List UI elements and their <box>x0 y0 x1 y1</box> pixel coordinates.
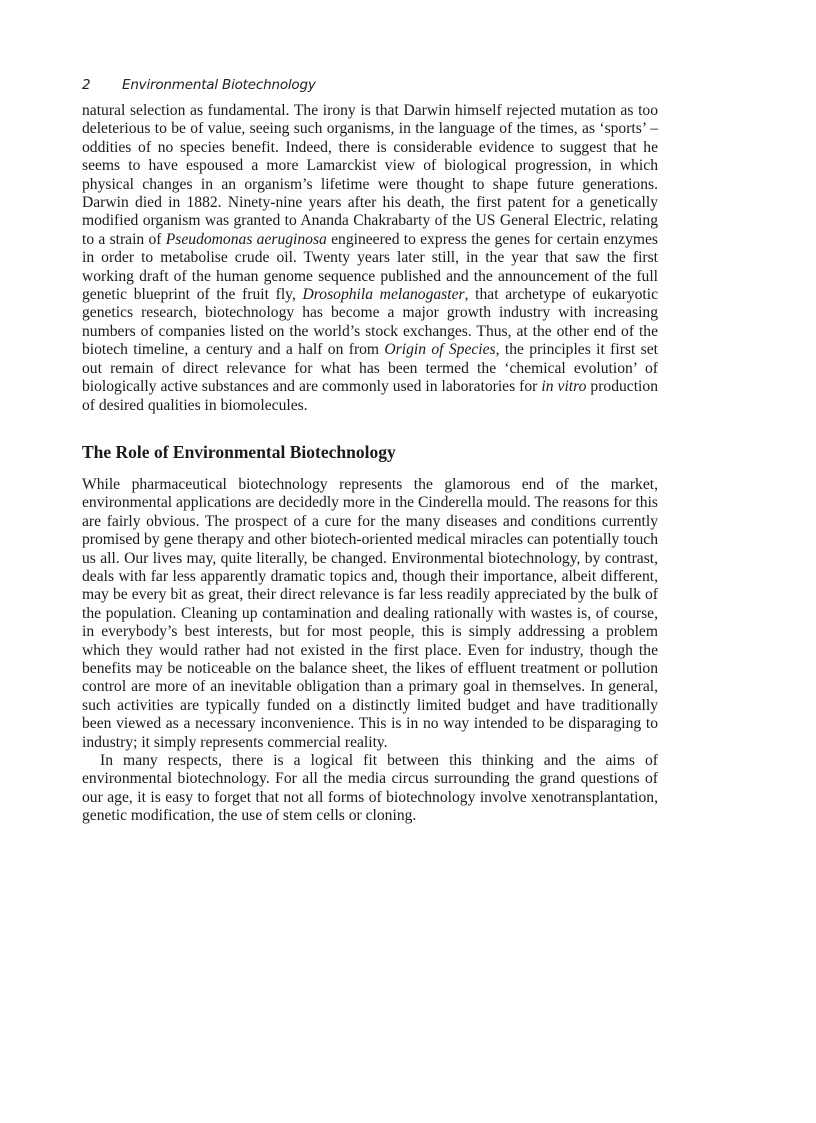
term-in-vitro: in vitro <box>541 378 587 396</box>
text-segment: engineered to express the genes for certain enzymes in order to metabolise crude oil. Twenty years later still, in the year that saw the first working draft of the human genome sequence published and the announcement of the full genetic blueprint of the fruit fly, <box>82 230 658 304</box>
text-segment: production of desired qualities in biomolecules. <box>82 378 658 414</box>
text-segment: natural selection as fundamental. The irony is that Darwin himself rejected mutation as too deleterious to be of value, seeing such organisms, in the language of the times, as ‘sports’ – oddities of no species benefit. Indeed, there is considerable evidence to suggest that he seems to have espoused a more Lamarckist view of biological progression, in which physical changes in an organism’s lifetime were thought to shape future generations. Darwin died in 1882. Ninety-nine years after his death, the first patent for a genetically modified organism was granted to Ananda Chakrabarty of the US General Electric, relating to a strain of <box>82 102 658 248</box>
paragraph-role-2: In many respects, there is a logical fit between this thinking and the aims of environmental biotechnology. For all the media circus surrounding the grand questions of our age, it is easy to forget that not all forms of biotechnology involve xenotransplantation, genetic modification, the use of stem cells or cloning. <box>82 752 658 825</box>
paragraph-darwin <box>82 102 658 415</box>
section-heading: The Role of Environmental Biotechnology <box>82 441 396 462</box>
paragraph-role-1: While pharmaceutical biotechnology represents the glamorous end of the market, environmental applications are decidedly more in the Cinderella mould. The reasons for this are fairly obvious. The prospect of a cure for the many diseases and conditions currently promised by gene therapy and other biotech-oriented medical miracles can potentially touch us all. Our lives may, quite literally, be changed. Environmental biotechnology, by contrast, deals with far less apparently dramatic topics and, though their importance, albeit different, may be every bit as great, their direct relevance is far less readily appreciated by the bulk of the population. Cleaning up contamination and dealing rationally with wastes is, of course, in everybody’s best interests, but for most people, this is simply addressing a problem which they would rather had not existed in the first place. Even for industry, though the benefits may be noticeable on the balance sheet, the likes of effluent treatment or pollution control are more of an inevitable obligation than a primary goal in themselves. In general, such activities are typically funded on a distinctly limited budget and have traditionally been viewed as a necessary inconvenience. This is in no way intended to be disparaging to industry; it simply represents commercial reality. <box>82 475 658 751</box>
text-segment: , that archetype of eukaryotic genetics research, biotechnology has become a major growth industry with increasing numbers of companies listed on the world’s stock exchanges. Thus, at the other end of the biotech timeline, a century and a half on from <box>82 286 658 359</box>
species-name-drosophila: Drosophila melanogaster <box>302 286 465 304</box>
book-page <box>82 74 658 826</box>
page-number: 2 <box>82 77 91 93</box>
running-head <box>82 74 658 96</box>
species-name-pseudomonas: Pseudomonas aeruginosa <box>165 230 327 248</box>
text-segment: , the principles it first set out remain of direct relevance for what has been termed the ‘chemical evolution’ of biologically active substances and are commonly used in laboratories for <box>82 341 658 396</box>
book-title-origin-of-species: Origin of Species <box>384 341 496 359</box>
running-head-title: Environmental Biotechnology <box>122 77 316 93</box>
